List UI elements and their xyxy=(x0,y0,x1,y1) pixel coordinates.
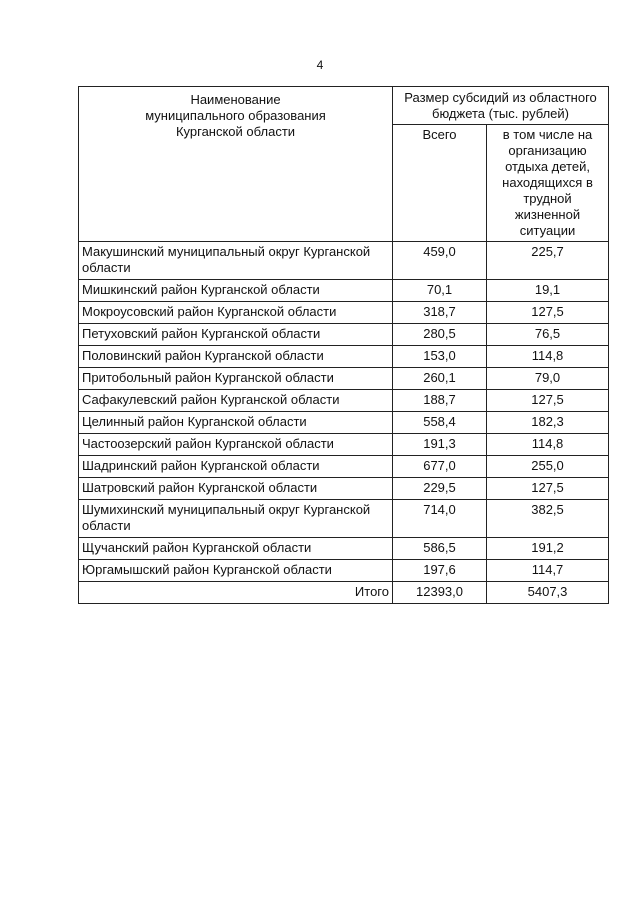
header-budget-line: Размер субсидий из областного xyxy=(404,90,597,105)
municipality-name: Щучанский район Курганской области xyxy=(79,538,393,560)
municipality-name: Целинный район Курганской области xyxy=(79,412,393,434)
subsidy-children: 19,1 xyxy=(487,280,609,302)
subsidy-children: 114,8 xyxy=(487,434,609,456)
header-children-line: жизненной xyxy=(514,207,581,222)
table-total-row xyxy=(79,582,609,604)
header-budget-line: бюджета (тыс. рублей) xyxy=(432,106,569,121)
subsidy-total: 586,5 xyxy=(393,538,487,560)
subsidy-total: 558,4 xyxy=(393,412,487,434)
header-total xyxy=(393,125,487,242)
subsidy-total: 153,0 xyxy=(393,346,487,368)
header-municipality-line: Курганской области xyxy=(175,124,296,139)
table-row xyxy=(79,368,609,390)
page-number: 4 xyxy=(316,58,324,72)
municipality-name: Шатровский район Курганской области xyxy=(79,478,393,500)
table-row xyxy=(79,390,609,412)
header-children xyxy=(487,125,609,242)
table-row xyxy=(79,456,609,478)
municipality-name: Мишкинский район Курганской области xyxy=(79,280,393,302)
table-row xyxy=(79,500,609,538)
table-row xyxy=(79,324,609,346)
subsidy-children: 127,5 xyxy=(487,390,609,412)
subsidy-children: 182,3 xyxy=(487,412,609,434)
header-children-line: ситуации xyxy=(519,223,576,238)
municipality-name: Притобольный район Курганской области xyxy=(79,368,393,390)
header-total-label: Всего xyxy=(422,127,457,142)
total-label: Итого xyxy=(79,582,393,604)
subsidy-children: 127,5 xyxy=(487,302,609,324)
municipality-name: Шумихинский муниципальный округ Курганской области xyxy=(79,500,393,538)
header-children-line: в том числе на xyxy=(502,127,593,142)
municipality-name: Половинский район Курганской области xyxy=(79,346,393,368)
subsidy-children: 191,2 xyxy=(487,538,609,560)
municipality-name: Петуховский район Курганской области xyxy=(79,324,393,346)
municipality-name: Сафакулевский район Курганской области xyxy=(79,390,393,412)
table-row xyxy=(79,434,609,456)
subsidy-children: 127,5 xyxy=(487,478,609,500)
table-row xyxy=(79,538,609,560)
subsidy-total: 459,0 xyxy=(393,242,487,280)
subsidy-total: 260,1 xyxy=(393,368,487,390)
subsidy-children: 76,5 xyxy=(487,324,609,346)
header-children-line: трудной xyxy=(523,191,572,206)
municipality-name: Мокроусовский район Курганской области xyxy=(79,302,393,324)
table-row xyxy=(79,302,609,324)
table-row xyxy=(79,478,609,500)
header-budget-group xyxy=(393,87,609,125)
municipality-name: Юргамышский район Курганской области xyxy=(79,560,393,582)
subsidy-children: 382,5 xyxy=(487,500,609,538)
subsidy-children: 114,7 xyxy=(487,560,609,582)
subsidy-total: 229,5 xyxy=(393,478,487,500)
municipality-name: Частоозерский район Курганской области xyxy=(79,434,393,456)
subsidy-total: 677,0 xyxy=(393,456,487,478)
subsidy-total: 197,6 xyxy=(393,560,487,582)
subsidy-total: 280,5 xyxy=(393,324,487,346)
header-children-line: находящихся в xyxy=(502,175,593,190)
subsidy-total: 714,0 xyxy=(393,500,487,538)
subsidy-table xyxy=(78,86,609,604)
subsidy-children: 255,0 xyxy=(487,456,609,478)
municipality-name: Макушинский муниципальный округ Курганской области xyxy=(79,242,393,280)
table-row xyxy=(79,560,609,582)
subsidy-total: 318,7 xyxy=(393,302,487,324)
table-row xyxy=(79,280,609,302)
header-municipality xyxy=(79,87,393,242)
subsidy-total: 191,3 xyxy=(393,434,487,456)
municipality-name: Шадринский район Курганской области xyxy=(79,456,393,478)
table-header-row xyxy=(79,87,609,125)
subsidy-children: 79,0 xyxy=(487,368,609,390)
table-row xyxy=(79,346,609,368)
header-municipality-line: муниципального образования xyxy=(145,108,326,123)
subsidy-children: 114,8 xyxy=(487,346,609,368)
header-children-line: отдыха детей, xyxy=(505,159,590,174)
grand-total: 12393,0 xyxy=(393,582,487,604)
header-municipality-line: Наименование xyxy=(190,92,281,107)
subsidy-total: 70,1 xyxy=(393,280,487,302)
grand-total-children: 5407,3 xyxy=(487,582,609,604)
header-children-line: организацию xyxy=(508,143,587,158)
subsidy-children: 225,7 xyxy=(487,242,609,280)
table-row xyxy=(79,242,609,280)
subsidy-total: 188,7 xyxy=(393,390,487,412)
table-row xyxy=(79,412,609,434)
